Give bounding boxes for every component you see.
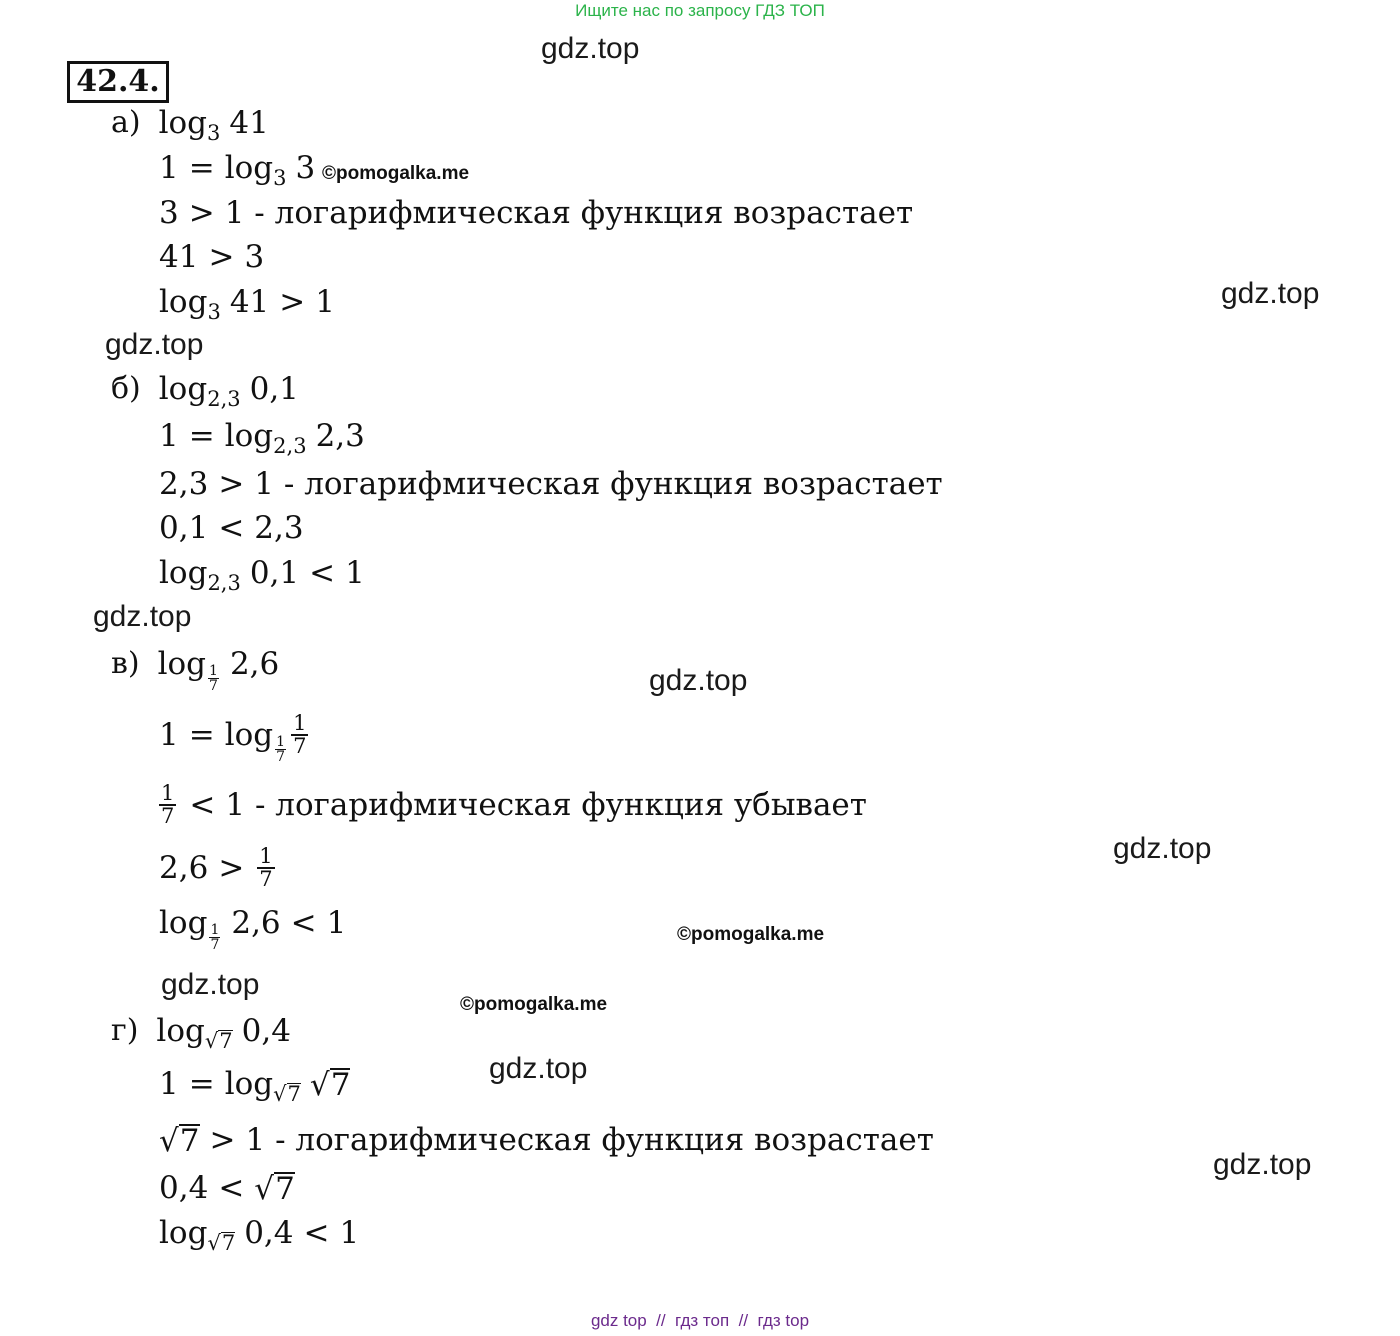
top-banner: Ищите нас по запросу ГДЗ ТОП [575,1,825,20]
footer-links[interactable]: gdz top // гдз топ // гдз top [590,1311,810,1330]
pomogalka-mark: ©pomogalka.me [460,994,608,1015]
watermark: gdz.top [93,600,192,633]
section-g-line-3: 0,4 < √ 7 [159,1170,295,1207]
section-g-header: г) log √ 7 0,4 [111,1013,291,1053]
section-b-line-3: 0,1 < 2,3 [159,510,304,546]
section-v-line-1: 1 = log 1 7 $\frac{1}{7}$ [159,711,307,765]
section-a-line-1: 1 = log 3 3 [159,150,316,190]
log-func: log [158,105,208,141]
fraction: $\frac{1}{7}$ [293,711,307,758]
watermark: gdz.top [541,32,640,65]
section-a-header [111,103,269,143]
section-b-header: б) log 2,3 0,1 [111,371,299,411]
problem-number: 42.4. [67,61,169,103]
pomogalka-mark: ©pomogalka.me [677,924,825,945]
log-arg: 41 [229,105,269,141]
section-label: а) [111,105,141,140]
watermark: gdz.top [1113,832,1212,865]
section-v-line-2: $\frac{1}{7}$ < 1 - логарифмическая функция убывает [161,781,867,828]
watermark: gdz.top [1221,277,1320,310]
watermark: gdz.top [105,328,204,361]
watermark: gdz.top [1213,1148,1312,1181]
section-a-line-4: log 3 41 > 1 [159,284,335,324]
log-base: 3 [207,121,221,145]
base-fraction: 1 7 [209,662,218,694]
section-v-line-3: 2,6 > $\frac{1}{7}$ [159,844,273,891]
section-a-line-2: 3 > 1 - логарифмическая функция возрастает [159,195,914,231]
section-g-line-1: 1 = log √ 7 √ 7 [159,1066,351,1106]
watermark: gdz.top [161,968,260,1001]
section-v-header: в) log 1 7 2,6 [111,646,280,694]
section-v-line-4: log 1 7 2,6 < 1 [159,905,347,953]
watermark: gdz.top [489,1052,588,1085]
section-g-line-2: √ 7 > 1 - логарифмическая функция возрастает [159,1122,934,1159]
section-a-line-3: 41 > 3 [159,239,265,275]
section-b-line-2: 2,3 > 1 - логарифмическая функция возрастает [159,466,943,502]
section-b-line-1: 1 = log 2,3 2,3 [159,418,365,458]
pomogalka-mark: ©pomogalka.me [322,163,470,184]
section-b-line-4: log 2,3 0,1 < 1 [159,555,365,595]
section-g-line-4: log √ 7 0,4 < 1 [159,1215,360,1255]
watermark: gdz.top [649,664,748,697]
